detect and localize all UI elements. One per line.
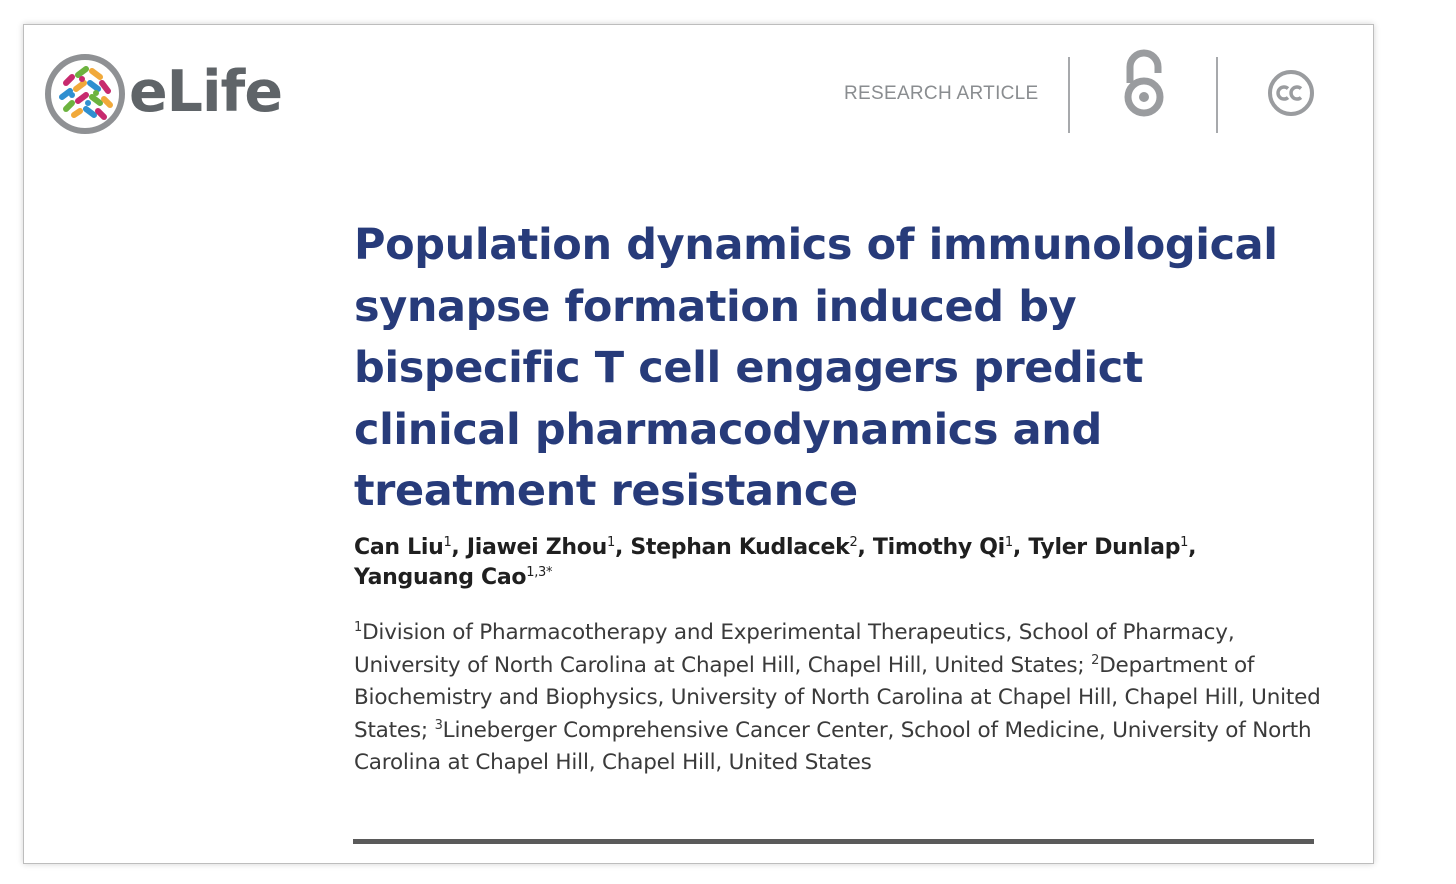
affiliation-list [354,617,1324,780]
author-name[interactable]: Yanguang Cao [354,565,527,590]
article-title: Population dynamics of immunological synapse formation induced by bispecific T cell engagers predict clinical pharmacodynamics and treatment resistance [354,220,1278,516]
author-separator: , [614,535,631,560]
author-separator: , [1012,535,1029,560]
affiliation-text: Division of Pharmacotherapy and Experimental Therapeutics, School of Pharmacy, University of North Carolina at Chapel Hill, Chapel Hill, United States; [354,620,1235,678]
affiliation-number: 3 [434,717,443,733]
section-rule [353,839,1314,844]
author-name[interactable]: Can Liu [354,535,444,560]
author-separator: , [857,535,873,560]
author-affiliation-ref: 1 [443,535,452,550]
affiliation-text: Lineberger Comprehensive Cancer Center, School of Medicine, University of North Carolina at Chapel Hill, Chapel Hill, United States [354,717,1312,775]
header-divider [1068,57,1070,133]
author-name[interactable]: Tyler Dunlap [1028,535,1181,560]
affiliation-text: Department of Biochemistry and Biophysics, University of North Carolina at Chapel Hill, Chapel Hill, United States; [354,652,1321,743]
affiliation-number: 1 [354,620,363,635]
article-page [23,24,1374,864]
author-affiliation-ref: 2 [849,535,858,550]
author-separator: , [451,535,467,560]
author-affiliation-ref: 1 [606,535,615,550]
author-affiliation-ref: 1,3* [526,565,553,580]
author-list [354,533,1284,593]
creative-commons-icon[interactable] [1267,69,1315,117]
elife-logo-mark-icon [44,53,126,135]
article-type-label: RESEARCH ARTICLE [844,83,1039,104]
author-affiliation-ref: 1 [1004,535,1013,550]
elife-logo-text: eLife [129,59,282,125]
elife-logo[interactable] [44,53,282,135]
author-name[interactable]: Stephan Kudlacek [630,535,850,560]
affiliation-number: 2 [1091,652,1100,668]
author-separator: , [1188,535,1197,560]
author-affiliation-ref: 1 [1180,535,1189,550]
author-name[interactable]: Jiawei Zhou [466,535,607,560]
author-name[interactable]: Timothy Qi [872,535,1005,560]
open-access-icon[interactable] [1116,47,1172,119]
header-divider [1216,57,1218,133]
